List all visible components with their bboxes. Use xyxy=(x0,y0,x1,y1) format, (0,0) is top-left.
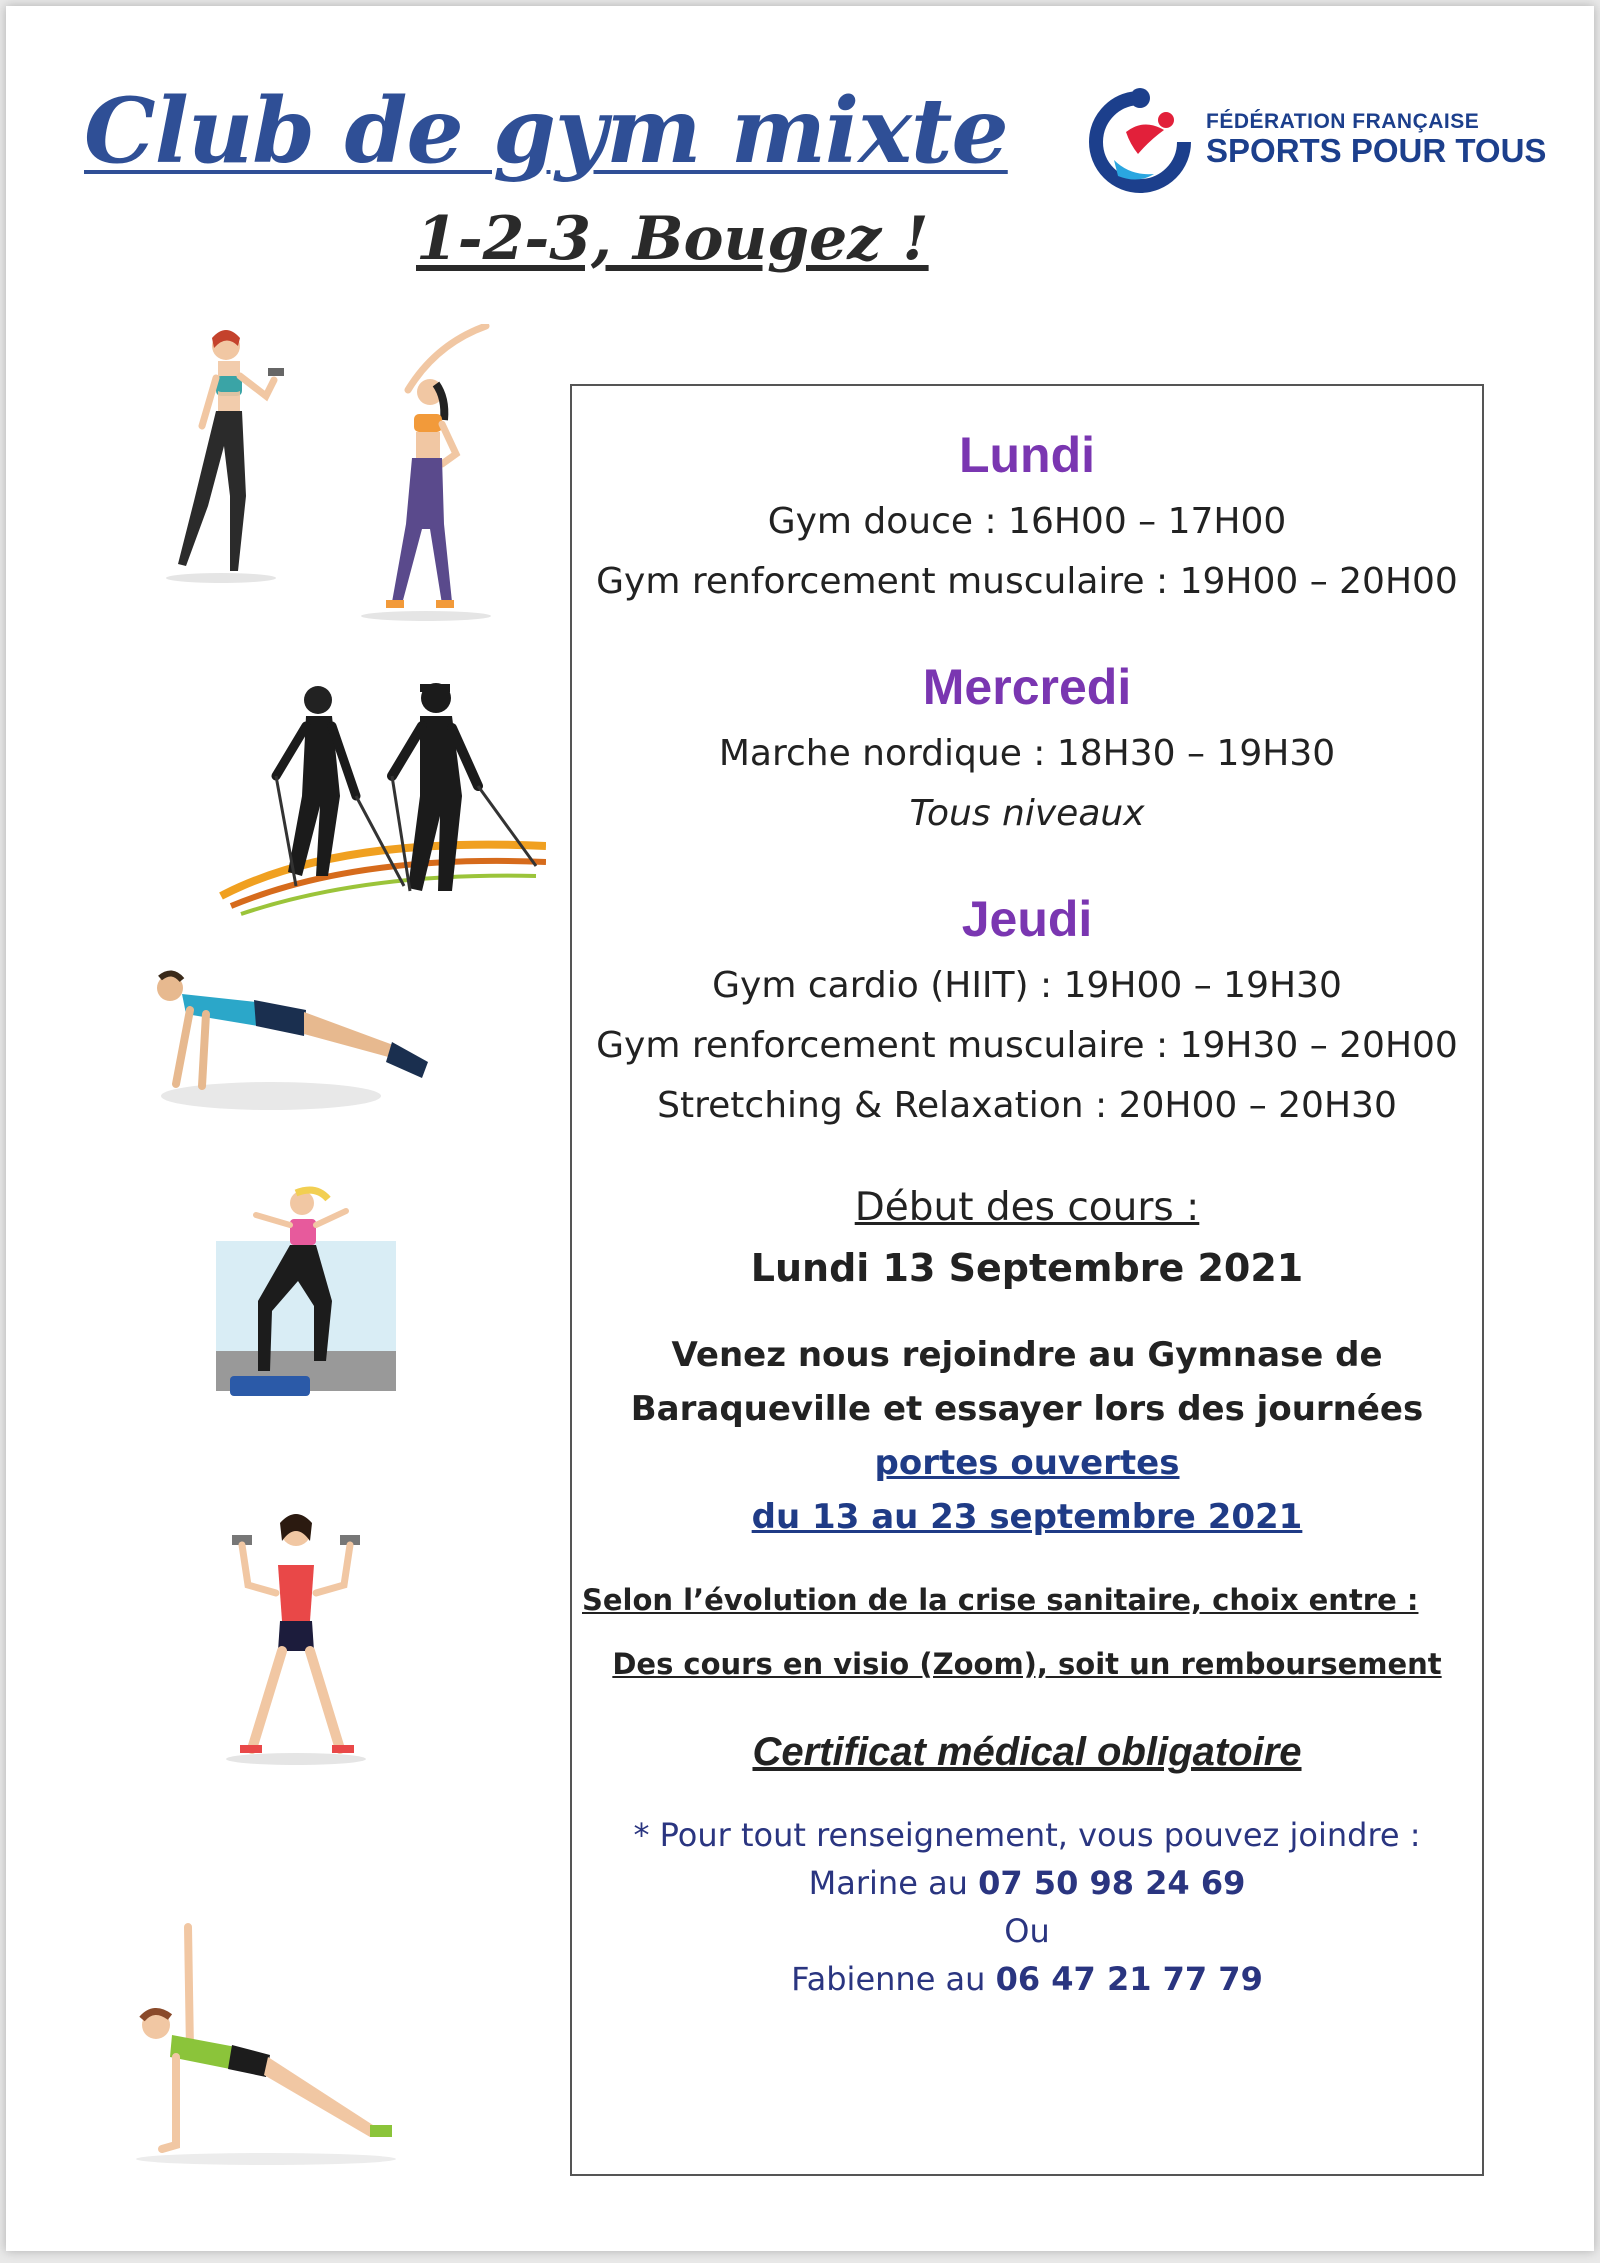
contact-marine-name: Marine au xyxy=(808,1864,979,1902)
contact-intro: * Pour tout renseignement, vous pouvez joindre : xyxy=(633,1816,1421,1854)
thursday-class-3: Stretching & Relaxation : 20H00 – 20H30 xyxy=(657,1085,1397,1126)
contact-marine-phone[interactable]: 07 50 98 24 69 xyxy=(978,1864,1246,1902)
dumbbell-press-woman-illustration xyxy=(206,1501,386,1771)
day-heading-wednesday: Mercredi xyxy=(922,659,1132,715)
step-aerobics-illustration xyxy=(216,1181,396,1411)
open-days-dates-link[interactable]: du 13 au 23 septembre 2021 xyxy=(751,1497,1303,1537)
flyer-page xyxy=(6,6,1594,2251)
day-heading-monday: Lundi xyxy=(958,427,1096,483)
invite-line-1: Venez nous rejoindre au Gymnase de xyxy=(671,1335,1383,1375)
thursday-class-2: Gym renforcement musculaire : 19H30 – 20H00 xyxy=(596,1025,1458,1066)
wednesday-level-note: Tous niveaux xyxy=(909,793,1145,834)
sports-pour-tous-logo-icon xyxy=(1078,80,1198,200)
thursday-class-1: Gym cardio (HIIT) : 19H00 – 19H30 xyxy=(712,965,1342,1006)
logo-line1: FÉDÉRATION FRANÇAISE xyxy=(1206,110,1480,134)
federation-logo xyxy=(1078,76,1547,204)
invite-line-2: Baraqueville et essayer lors des journées xyxy=(630,1389,1424,1429)
open-days-link[interactable]: portes ouvertes xyxy=(874,1443,1180,1483)
nordic-walking-illustration xyxy=(216,676,546,916)
contact-fabienne xyxy=(572,1955,1482,2003)
stretching-woman-illustration xyxy=(346,324,506,624)
contact-fabienne-name: Fabienne au xyxy=(791,1960,996,1998)
schedule-box xyxy=(570,384,1484,2176)
page-subtitle: 1-2-3, Bougez ! xyxy=(416,204,929,274)
contact-fabienne-phone[interactable]: 06 47 21 77 79 xyxy=(995,1960,1263,1998)
monday-class-1: Gym douce : 16H00 – 17H00 xyxy=(767,501,1287,542)
day-heading-thursday: Jeudi xyxy=(961,891,1093,947)
contact-or: Ou xyxy=(1004,1912,1050,1950)
page-title: Club de gym mixte xyxy=(84,78,1008,184)
pushup-man-illustration xyxy=(146,966,446,1116)
sanitary-options: Des cours en visio (Zoom), soit un remboursement xyxy=(612,1647,1442,1681)
start-label: Début des cours : xyxy=(854,1185,1200,1230)
start-date: Lundi 13 Septembre 2021 xyxy=(750,1246,1304,1290)
contact-marine xyxy=(572,1859,1482,1907)
wednesday-class-1: Marche nordique : 18H30 – 19H30 xyxy=(718,733,1336,774)
medical-certificate-notice: Certificat médical obligatoire xyxy=(752,1730,1302,1774)
monday-class-2: Gym renforcement musculaire : 19H00 – 20H00 xyxy=(596,561,1458,602)
logo-line2: SPORTS POUR TOUS xyxy=(1206,132,1547,170)
side-plank-illustration xyxy=(126,1921,416,2171)
sanitary-notice: Selon l’évolution de la crise sanitaire, choix entre : xyxy=(582,1583,1419,1617)
dumbbell-woman-illustration xyxy=(146,316,296,586)
